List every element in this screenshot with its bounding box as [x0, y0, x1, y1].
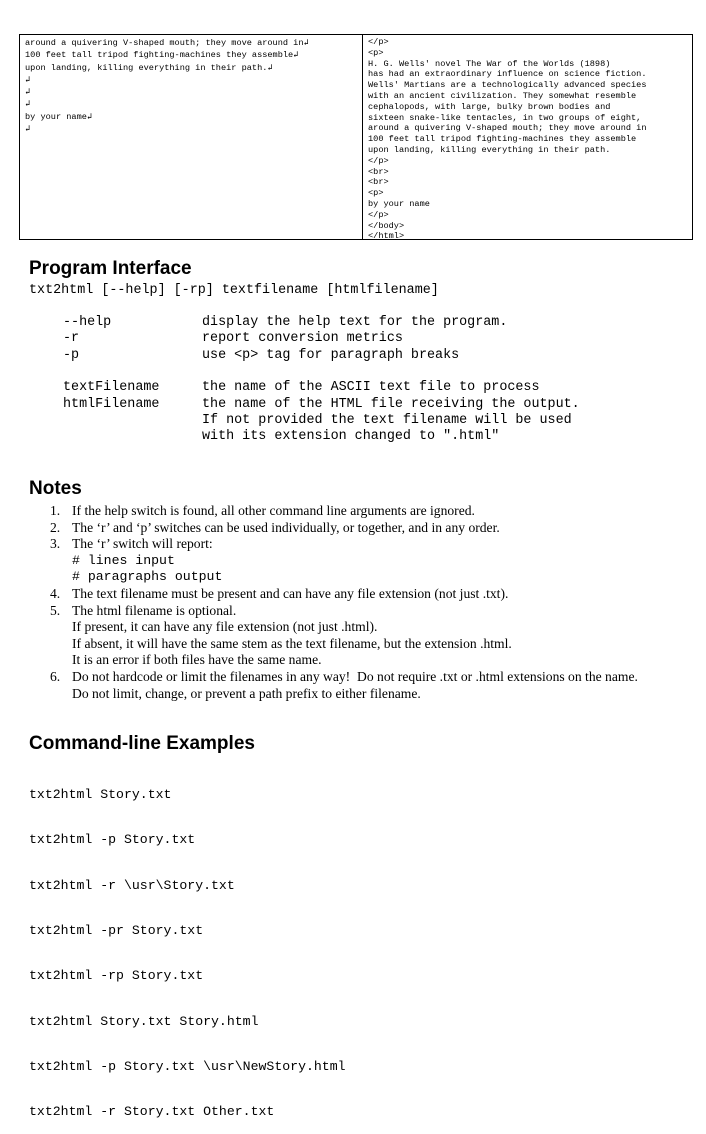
argument-desc: the name of the HTML file receiving the output. [202, 396, 580, 412]
example-line: txt2html Story.txt Story.html [29, 1013, 259, 1029]
html-line: by your name [368, 198, 430, 209]
text-line: ↲ [25, 99, 31, 110]
note-text: If absent, it will have the same stem as the text filename, but the extension .html. [72, 635, 512, 651]
note-number: 5. [50, 602, 61, 618]
html-line: </p> [368, 155, 389, 166]
note-text: If present, it can have any file extension (not just .html). [72, 619, 378, 635]
note-item [50, 669, 690, 702]
note-text: The ‘r’ and ‘p’ switches can be used individually, or together, and in any order. [72, 519, 500, 535]
text-line: ↲ [25, 74, 31, 85]
option-key: -r [63, 331, 80, 347]
note-number: 4. [50, 585, 61, 601]
note-number: 3. [50, 536, 61, 552]
note-number: 1. [50, 503, 61, 518]
argument-key: htmlFilename [63, 396, 160, 412]
note-code: # paragraphs output [72, 569, 223, 585]
example-line: txt2html -rp Story.txt [29, 968, 204, 984]
program-interface-heading: Program Interface [29, 258, 192, 279]
html-line: </body> [368, 220, 405, 231]
note-text: The html filename is optional. [72, 602, 237, 618]
text-line: by your name↲ [25, 111, 93, 122]
html-line: </p> [368, 37, 389, 47]
example-line: txt2html -r \usr\Story.txt [29, 877, 235, 893]
note-item [50, 520, 690, 537]
note-text: It is an error if both files have the same name. [72, 652, 322, 668]
usage-line: txt2html [--help] [-rp] textfilename [htmlfilename] [29, 283, 439, 298]
html-file-column [363, 35, 692, 239]
option-desc: report conversion metrics [202, 331, 403, 347]
note-text: If the help switch is found, all other command line arguments are ignored. [72, 503, 475, 518]
example-line: txt2html -p Story.txt [29, 832, 196, 848]
option-key: -p [63, 347, 80, 363]
text-line: 100 feet tall tripod fighting-machines they assemble↲ [25, 50, 299, 61]
html-line: H. G. Wells' novel The War of the Worlds (1898) [368, 58, 611, 69]
note-item [50, 603, 690, 669]
html-line: around a quivering V-shaped mouth; they move around in [368, 123, 647, 134]
argument-desc: with its extension changed to ".html" [202, 429, 500, 445]
note-text: The text filename must be present and can have any file extension (not just .txt). [72, 585, 509, 601]
option-row [63, 315, 580, 331]
example-line: txt2html Story.txt [29, 787, 172, 803]
option-desc: use <p> tag for paragraph breaks [202, 347, 460, 363]
text-line: ↲ [25, 124, 31, 135]
html-line: Wells' Martians are a technologically advanced species [368, 80, 647, 91]
example-line: txt2html -pr Story.txt [29, 923, 204, 939]
note-item [50, 536, 690, 586]
option-desc: display the help text for the program. [202, 315, 508, 330]
html-line: <p> [368, 188, 384, 199]
argument-key: textFilename [63, 380, 160, 396]
note-text: Do not hardcode or limit the filenames in any way! Do not require .txt or .html extensions on the name. [72, 668, 638, 684]
note-item [50, 586, 690, 603]
html-line: cephalopods, with large, bulky brown bodies and [368, 101, 611, 112]
notes-list [50, 503, 690, 702]
argument-desc: If not provided the text filename will be used [202, 412, 572, 428]
option-key: --help [63, 315, 112, 330]
text-file-column [20, 35, 363, 239]
option-row [63, 331, 580, 347]
notes-heading: Notes [29, 478, 82, 499]
note-code: # lines input [72, 552, 175, 568]
html-line: </p> [368, 209, 389, 220]
example-line: txt2html -p Story.txt \usr\NewStory.html [29, 1058, 346, 1074]
html-line: with an ancient civilization. They somewhat resemble [368, 90, 637, 101]
argument-desc: the name of the ASCII text file to process [202, 380, 540, 396]
html-line: has had an extraordinary influence on science fiction. [368, 69, 647, 80]
argument-row [63, 397, 580, 413]
text-line: ↲ [25, 87, 31, 98]
html-line: <p> [368, 47, 384, 58]
option-row [63, 348, 580, 364]
html-line: <br> [368, 166, 389, 177]
note-number: 6. [50, 668, 61, 684]
note-item [50, 503, 690, 520]
text-line: around a quivering V-shaped mouth; they move around in↲ [25, 38, 309, 48]
html-line: 100 feet tall tripod fighting-machines they assemble [368, 134, 637, 145]
html-line: sixteen snake-like tentacles, in two groups of eight, [368, 112, 642, 123]
html-line: </html> [368, 231, 405, 239]
note-text: The ‘r’ switch will report: [72, 536, 213, 552]
examples-list [29, 757, 346, 1134]
html-line: upon landing, killing everything in their path. [368, 144, 611, 155]
options-list [63, 315, 580, 446]
text-line: upon landing, killing everything in their path.↲ [25, 62, 273, 73]
example-line: txt2html -r Story.txt Other.txt [29, 1104, 275, 1120]
html-line: <br> [368, 177, 389, 188]
note-number: 2. [50, 519, 61, 535]
examples-heading: Command-line Examples [29, 733, 255, 754]
note-text: Do not limit, change, or prevent a path prefix to either filename. [72, 685, 421, 701]
argument-row [63, 380, 580, 396]
comparison-table [19, 34, 693, 240]
